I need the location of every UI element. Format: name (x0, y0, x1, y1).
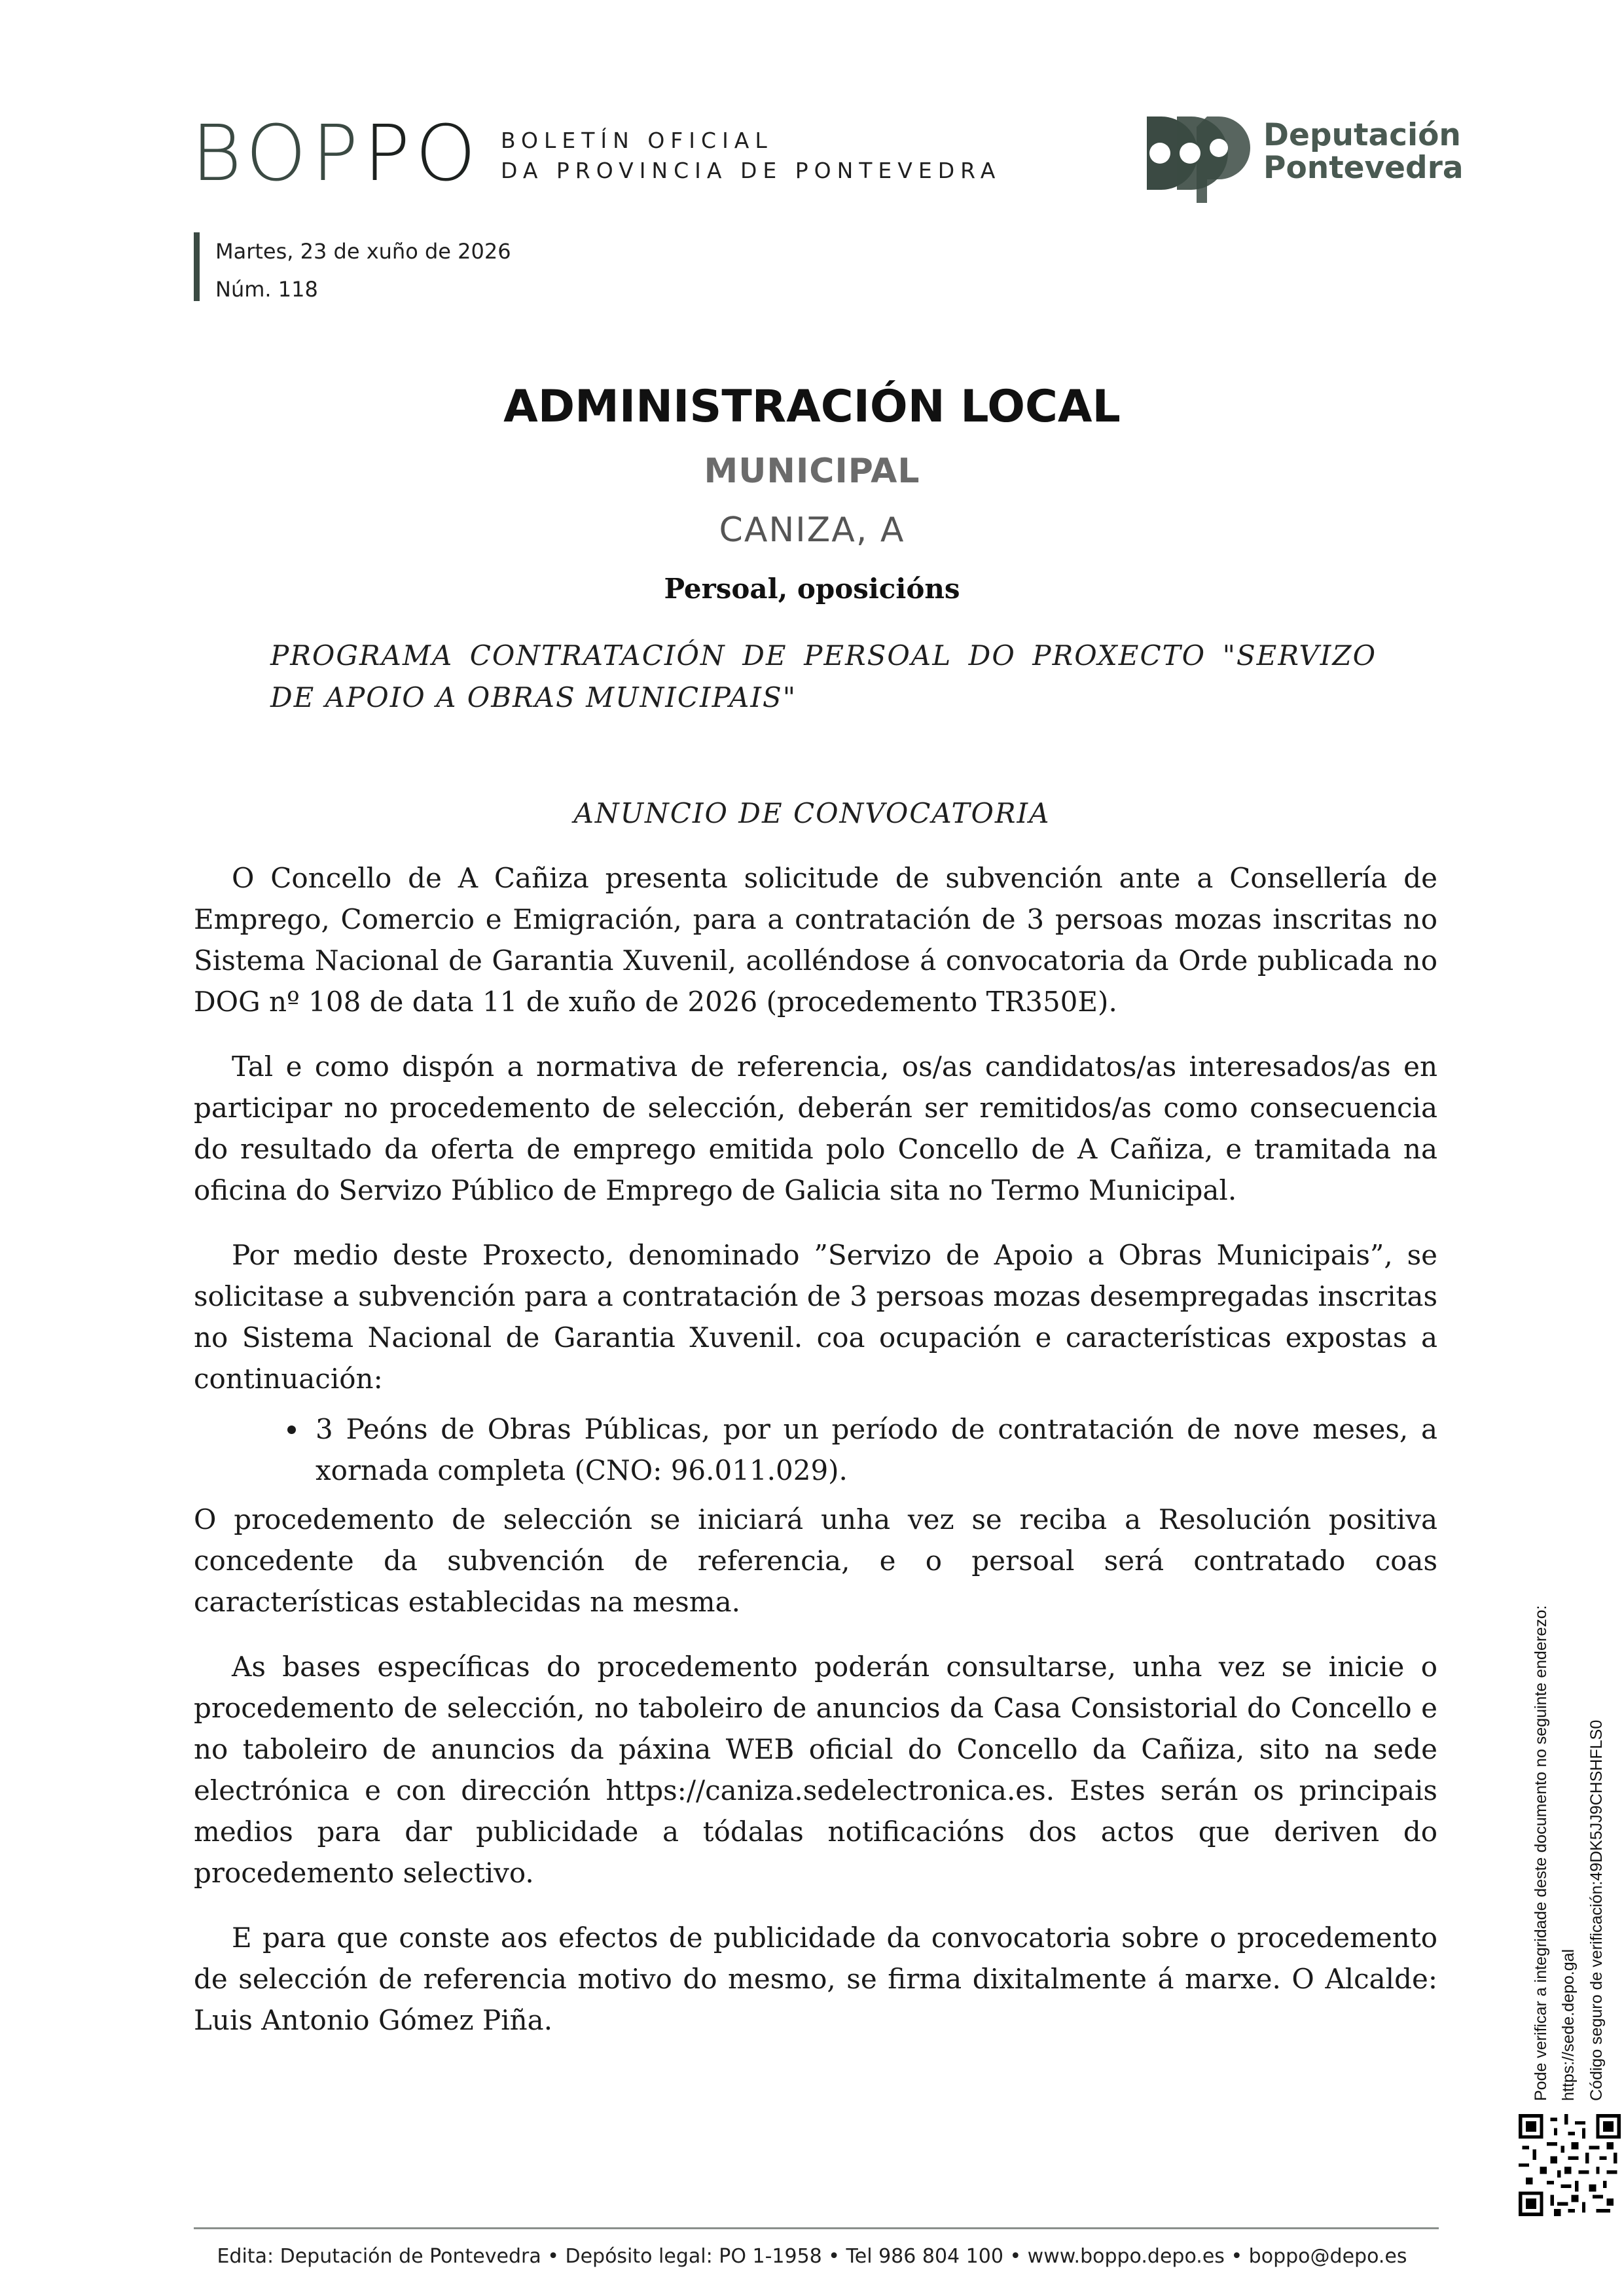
topic-title: Persoal, oposicións (664, 573, 960, 605)
deputacion-wordmark-line1: Deputación (1263, 117, 1461, 153)
paragraph-2: Tal e como dispón a normativa de referencia, os/as candidatos/as interesados/as en participar no procedemento de selección, deberán ser remitidos/as como consecuencia do resultado da oferta de emprego emitida polo Concello de A Cañiza, e tramitada na oficina do Servizo Público de Emprego de Galicia sita no Termo Municipal. (194, 1050, 1437, 1206)
bulletin-name-line1: BOLETÍN OFICIAL (501, 128, 773, 153)
program-title: PROGRAMA CONTRATACIÓN DE PERSOAL DO PROXECTO "SERVIZO DE APOIO A OBRAS MUNICIPAIS" (270, 639, 1377, 713)
footer-divider (194, 2227, 1439, 2229)
issue-number: Núm. 118 (215, 277, 318, 302)
deputacion-wordmark (1263, 119, 1464, 185)
bulletin-name-line2: DA PROVINCIA DE PONTEVEDRA (501, 158, 1001, 183)
announcement-body (194, 857, 1437, 2064)
verification-code: Código seguro de verificación:49DK5JJ9CHSHFLS0 (1587, 1719, 1606, 2101)
footer-text: Edita: Deputación de Pontevedra • Depósito legal: PO 1-1958 • Tel 986 804 100 • www.boppo.depo.es • boppo@depo.es (217, 2245, 1407, 2268)
section-title: ADMINISTRACIÓN LOCAL (503, 381, 1121, 433)
paragraph-5: As bases específicas do procedemento poderán consultarse, unha vez se inicie o procedemento de selección, no taboleiro de anuncios da Casa Consistorial do Concello e no taboleiro de anuncios da páxina WEB oficial do Concello da Cañiza, sito na sede electrónica e con dirección https://caniza.sedelectronica.es. Estes serán os principais medios para dar publicidade a tódalas notificacións dos actos que deriven do procedemento selectivo. (194, 1651, 1437, 1889)
paragraph-6: E para que conste aos efectos de publicidade da convocatoria sobre o procedemento de selección de referencia motivo do mesmo, se firma dixitalmente á marxe. O Alcalde: Luis Antonio Gómez Piña. (194, 1922, 1437, 2036)
paragraph-4: O procedemento de selección se iniciará unha vez se reciba a Resolución positiva concedente da subvención de referencia, e o persoal será contratado coas características establecidas na mesma. (194, 1503, 1437, 1618)
paragraph-3: Por medio deste Proxecto, denominado ”Servizo de Apoio a Obras Municipais”, se solicitase a subvención para a contratación de 3 persoas mozas desempregadas inscritas no Sistema Nacional de Garantia Xuvenil. coa ocupación e características expostas a continuación: (194, 1239, 1437, 1395)
subsection-title: MUNICIPAL (704, 452, 920, 491)
verification-note: Pode verificar a integridade deste documento no seguinte enderezo: (1532, 1605, 1550, 2101)
position-list-item: • 3 Peóns de Obras Públicas, por un período de contratación de nove meses, a xornada completa (CNO: 96.011.029). (309, 1408, 1437, 1491)
logo-part-po: PO (363, 108, 482, 198)
issue-date: Martes, 23 de xuño de 2026 (215, 239, 511, 264)
deputacion-wordmark-line2: Pontevedra (1263, 150, 1464, 186)
municipality-title: CANIZA, A (719, 511, 905, 550)
issue-info (194, 232, 511, 301)
verification-url[interactable]: https://sede.depo.gal (1559, 1948, 1578, 2101)
qr-code-icon (1519, 2114, 1621, 2216)
notice-heading: ANUNCIO DE CONVOCATORIA (573, 797, 1051, 829)
deputacion-logo-icon (1147, 117, 1252, 203)
paragraph-1: O Concello de A Cañiza presenta solicitude de subvención ante a Consellería de Emprego, Comercio e Emigración, para a contratación de 3 persoas mozas inscritas no Sistema Nacional de Garantia Xuvenil, acolléndose á convocatoria da Orde publicada no DOG nº 108 de data 11 de xuño de 2026 (procedemento TR350E). (194, 862, 1437, 1018)
boppo-logo (191, 108, 482, 198)
bulletin-name (501, 126, 1001, 186)
position-list (194, 1408, 1437, 1491)
logo-part-bop: BOP (191, 108, 364, 198)
